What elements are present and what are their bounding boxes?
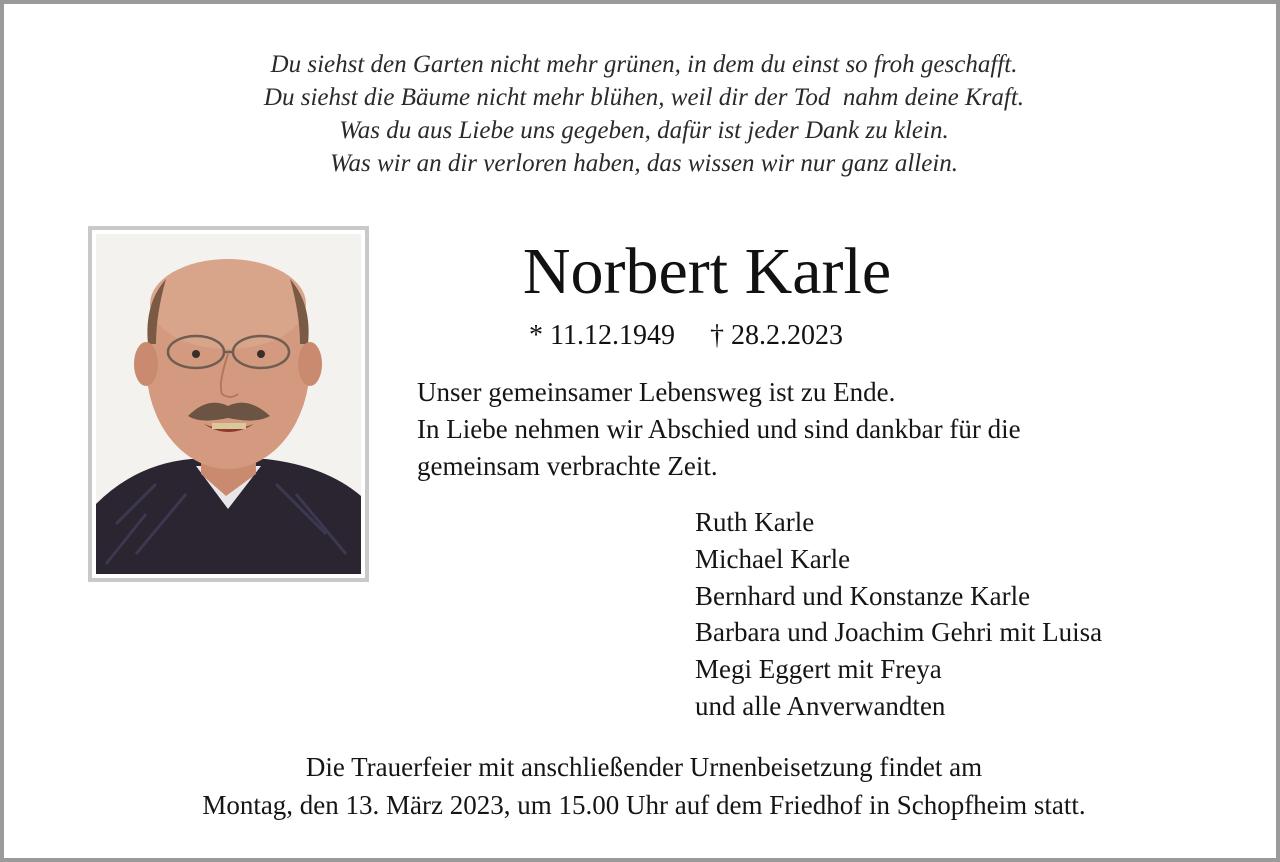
funeral-line: Montag, den 13. März 2023, um 15.00 Uhr auf dem Friedhof in Schopfheim statt. bbox=[202, 790, 1086, 820]
message-line: gemeinsam verbrachte Zeit. bbox=[417, 451, 718, 481]
poem-line: Was wir an dir verloren haben, das wissen wir nur ganz allein. bbox=[329, 150, 959, 177]
mourners-list bbox=[695, 504, 1102, 725]
birth-date: * 11.12.1949 bbox=[529, 320, 675, 351]
funeral-line: Die Trauerfeier mit anschließender Urnenbeisetzung findet am bbox=[305, 752, 983, 782]
mourner-name: und alle Anverwandten bbox=[695, 690, 946, 721]
message-line: Unser gemeinsamer Lebensweg ist zu Ende. bbox=[417, 377, 896, 407]
mourner-name: Ruth Karle bbox=[695, 507, 815, 537]
mourner-name: Bernhard und Konstanze Karle bbox=[695, 580, 1031, 611]
portrait-photo bbox=[92, 230, 365, 578]
portrait-illustration bbox=[96, 234, 361, 574]
farewell-message bbox=[417, 374, 1021, 485]
death-date: † 28.2.2023 bbox=[709, 320, 843, 351]
mourner-name: Megi Eggert mit Freya bbox=[695, 654, 942, 685]
mourner-name: Barbara und Joachim Gehri mit Luisa bbox=[695, 617, 1103, 648]
life-dates bbox=[529, 318, 843, 354]
portrait-frame bbox=[88, 226, 369, 582]
message-line: In Liebe nehmen wir Abschied und sind dankbar für die bbox=[417, 414, 1021, 444]
funeral-details bbox=[4, 748, 1280, 824]
poem bbox=[4, 48, 1280, 180]
deceased-name: Norbert Karle bbox=[522, 235, 892, 308]
mourner-name: Michael Karle bbox=[695, 543, 851, 574]
poem-line: Du siehst die Bäume nicht mehr blühen, weil dir der Tod nahm deine Kraft. bbox=[263, 84, 1025, 111]
poem-line: Was du aus Liebe uns gegeben, dafür ist jeder Dank zu klein. bbox=[339, 117, 949, 144]
poem-line: Du siehst den Garten nicht mehr grünen, in dem du einst so froh geschafft. bbox=[270, 51, 1018, 78]
